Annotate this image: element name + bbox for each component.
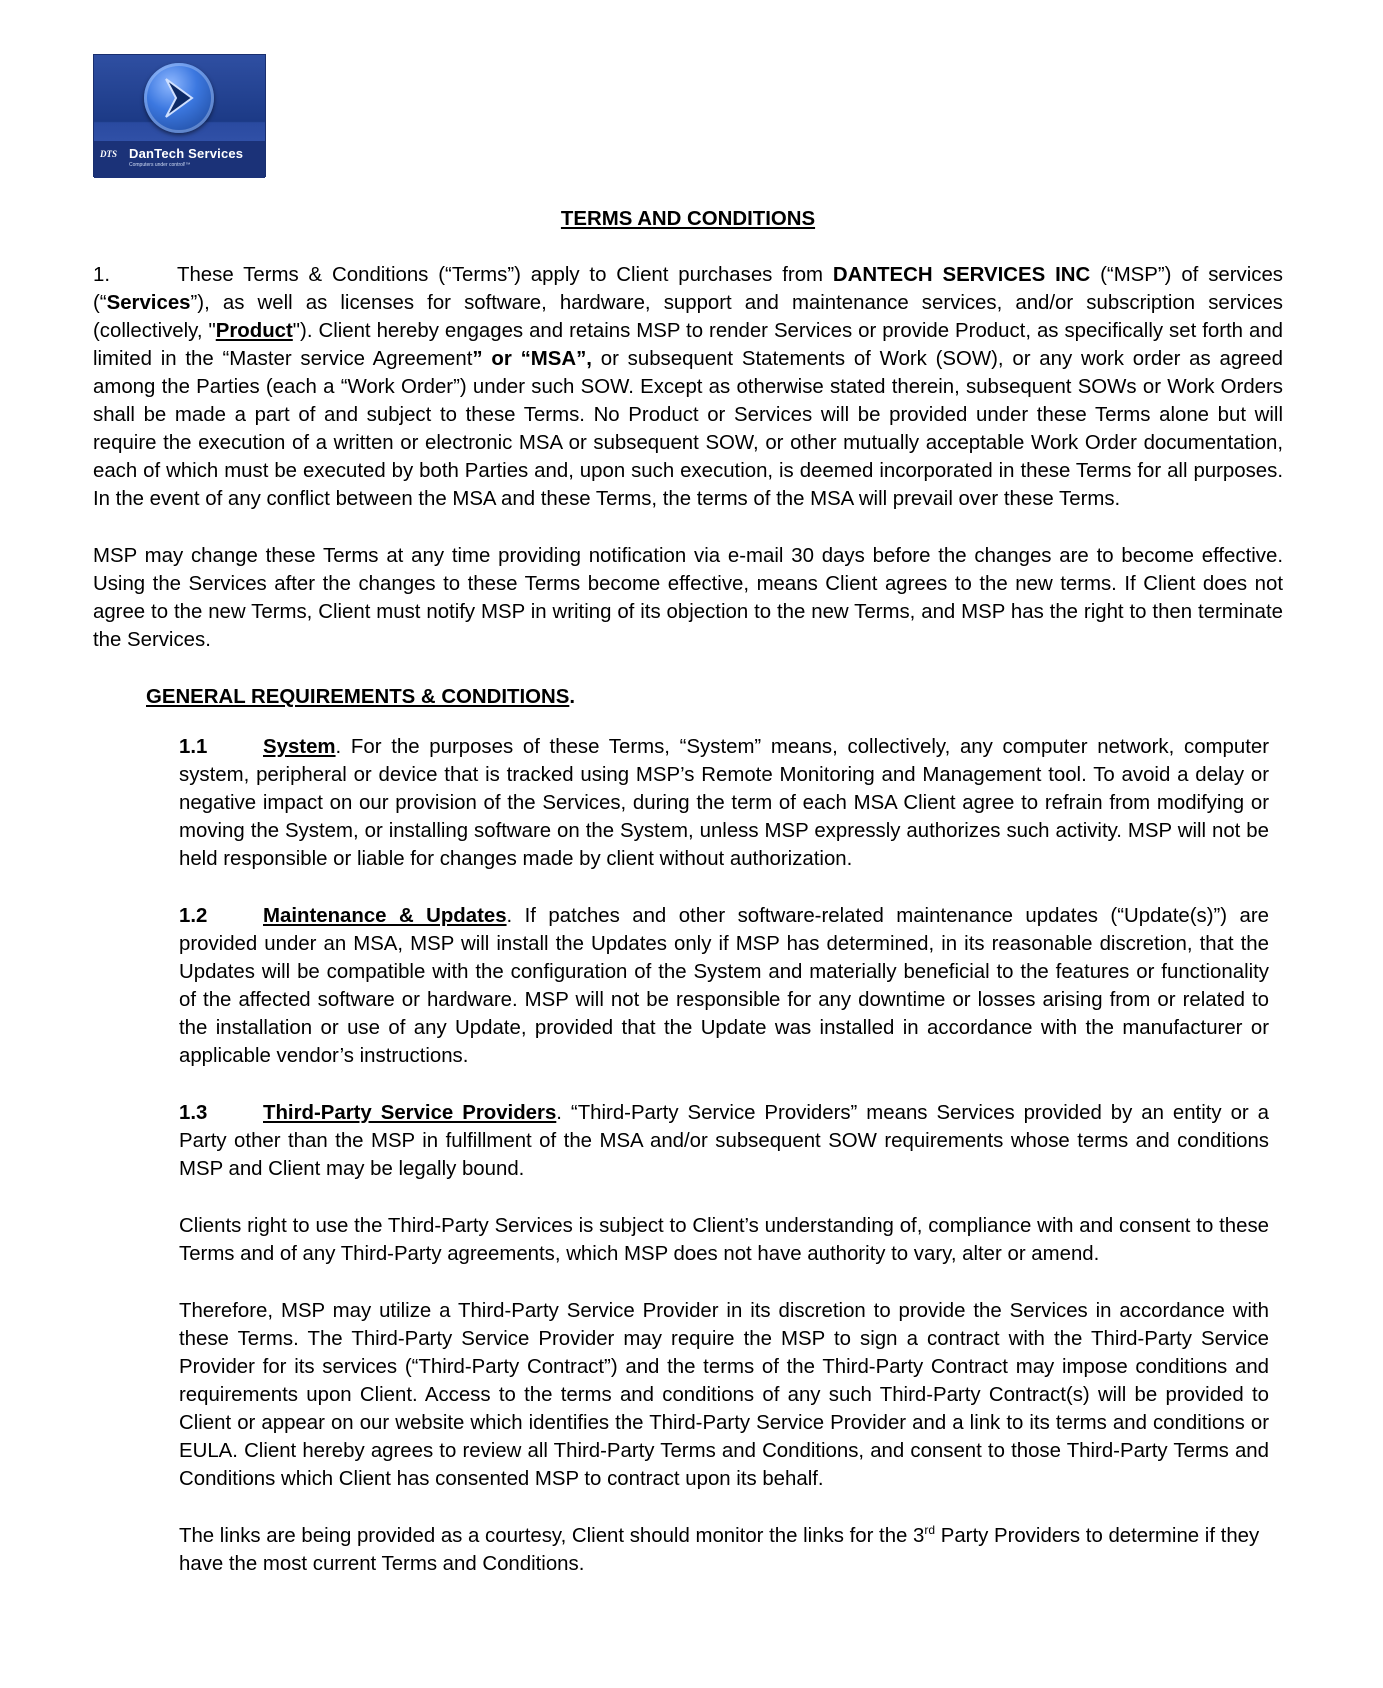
links-text-a: The links are being provided as a courtesy, Client should monitor the links for the 3 xyxy=(179,1525,925,1547)
logo-tagline: Computers under control!™ xyxy=(129,162,191,168)
subsection-title: Maintenance & Updates xyxy=(263,905,507,927)
subsection-title: Third-Party Service Providers xyxy=(263,1102,557,1124)
logo-abbr: DTS xyxy=(100,149,118,159)
subsection-text: . For the purposes of these Terms, “System” means, collectively, any computer network, computer system, peripheral or device that is tracked using MSP’s Remote Monitoring and Management tool. To avoid a delay or negative impact on our provision of the Services, during the term of each MSA Client agree to refrain from modifying or moving the System, or installing software on the System, unless MSP expressly authorizes such activity. MSP will not be held responsible or liable for changes made by client without authorization. xyxy=(179,736,1269,870)
links-text-b: Party Providers to determine if they have the most current Terms and Conditions. xyxy=(179,1525,1260,1575)
document-body xyxy=(93,205,1283,1607)
page-title: TERMS AND CONDITIONS xyxy=(560,208,816,230)
subsection-1-1 xyxy=(179,733,1269,873)
subsection-1-2 xyxy=(179,902,1269,1070)
subsection-number: 1.1 xyxy=(179,736,208,758)
third-party-rights-paragraph: Clients right to use the Third-Party Services is subject to Client’s understanding of, compliance with and consent to these Terms and of any Third-Party agreements, which MSP does not have authority to vary, alter or amend. xyxy=(179,1215,1269,1265)
subsection-number: 1.3 xyxy=(179,1102,208,1124)
intro-paragraph xyxy=(93,261,1283,513)
intro-text-d: "). Client hereby engages and retains MSP to render Services or provide Product, as specifically set forth and limited in the “Master service Agreement xyxy=(93,320,1284,370)
subsection-title: System xyxy=(263,736,336,758)
term-product: Product xyxy=(215,320,293,342)
section-number: 1. xyxy=(93,264,111,286)
changes-paragraph: MSP may change these Terms at any time providing notification via e-mail 30 days before the changes are to become effective. Using the Services after the changes to these Terms become effective, means Client agrees to the new terms. If Client does not agree to the new Terms, Client must notify MSP in writing of its objection to the new Terms, and MSP has the right to then terminate the Services. xyxy=(93,545,1283,651)
section-heading-text: GENERAL REQUIREMENTS & CONDITIONS xyxy=(146,686,570,708)
section-heading-period: . xyxy=(569,686,575,708)
subsection-number: 1.2 xyxy=(179,905,208,927)
intro-text-b: (“MSP”) of services (“ xyxy=(93,264,1283,314)
ordinal-suffix: rd xyxy=(924,1523,936,1538)
third-party-contract-paragraph: Therefore, MSP may utilize a Third-Party Service Provider in its discretion to provide the Services in accordance with these Terms. The Third-Party Service Provider may require the MSP to sign a contract with the Third-Party Service Provider for its services (“Third-Party Contract”) and the terms of the Third-Party Contract may impose conditions and requirements upon Client. Access to the terms and conditions of any such Third-Party Contract(s) will be provided to Client or appear on our website which identifies the Third-Party Service Provider and a link to its terms and conditions or EULA. Client hereby agrees to review all Third-Party Terms and Conditions, and consent to those Third-Party Terms and Conditions which Client has consented MSP to contract upon its behalf. xyxy=(179,1300,1269,1490)
intro-text-e: or subsequent Statements of Work (SOW), or any work order as agreed among the Parties (each a “Work Order”) under such SOW. Except as otherwise stated therein, subsequent SOWs or Work Orders shall be made a part of and subject to these Terms. No Product or Services will be provided under these Terms alone but will require the execution of a written or electronic MSA or subsequent SOW, or other mutually acceptable Work Order documentation, each of which must be executed by both Parties and, upon such execution, is deemed incorporated in these Terms for all purposes. In the event of any conflict between the MSA and these Terms, the terms of the MSA will prevail over these Terms. xyxy=(93,348,1283,510)
links-paragraph xyxy=(179,1522,1269,1578)
chevron-right-icon xyxy=(144,63,214,133)
subsections xyxy=(179,733,1269,1578)
subsection-text: . “Third-Party Service Providers” means Services provided by an entity or a Party other than the MSP in fulfillment of the MSA and/or subsequent SOW requirements whose terms and conditions MSP and Client may be legally bound. xyxy=(179,1102,1269,1180)
company-name: DANTECH SERVICES INC xyxy=(832,264,1091,286)
term-services: Services xyxy=(106,292,191,314)
company-logo xyxy=(93,54,266,177)
intro-text-a: These Terms & Conditions (“Terms”) apply to Client purchases from xyxy=(177,264,833,286)
subsection-text: . If patches and other software-related maintenance updates (“Update(s)”) are provided under an MSA, MSP will install the Updates only if MSP has determined, in its reasonable discretion, that the Updates will be compatible with the configuration of the System and materially beneficial to the features or functionality of the affected software or hardware. MSP will not be responsible for any downtime or losses arising from or related to the installation or use of any Update, provided that the Update was installed in accordance with the manufacturer or applicable vendor’s instructions. xyxy=(179,905,1270,1067)
section-heading xyxy=(146,683,1283,711)
subsection-1-3 xyxy=(179,1099,1269,1183)
intro-text-c: ”), as well as licenses for software, hardware, support and maintenance services, and/or subscription services (collectively, " xyxy=(93,292,1283,342)
logo-name: DanTech Services xyxy=(129,146,244,161)
term-msa: ” or “MSA”, xyxy=(472,348,592,370)
